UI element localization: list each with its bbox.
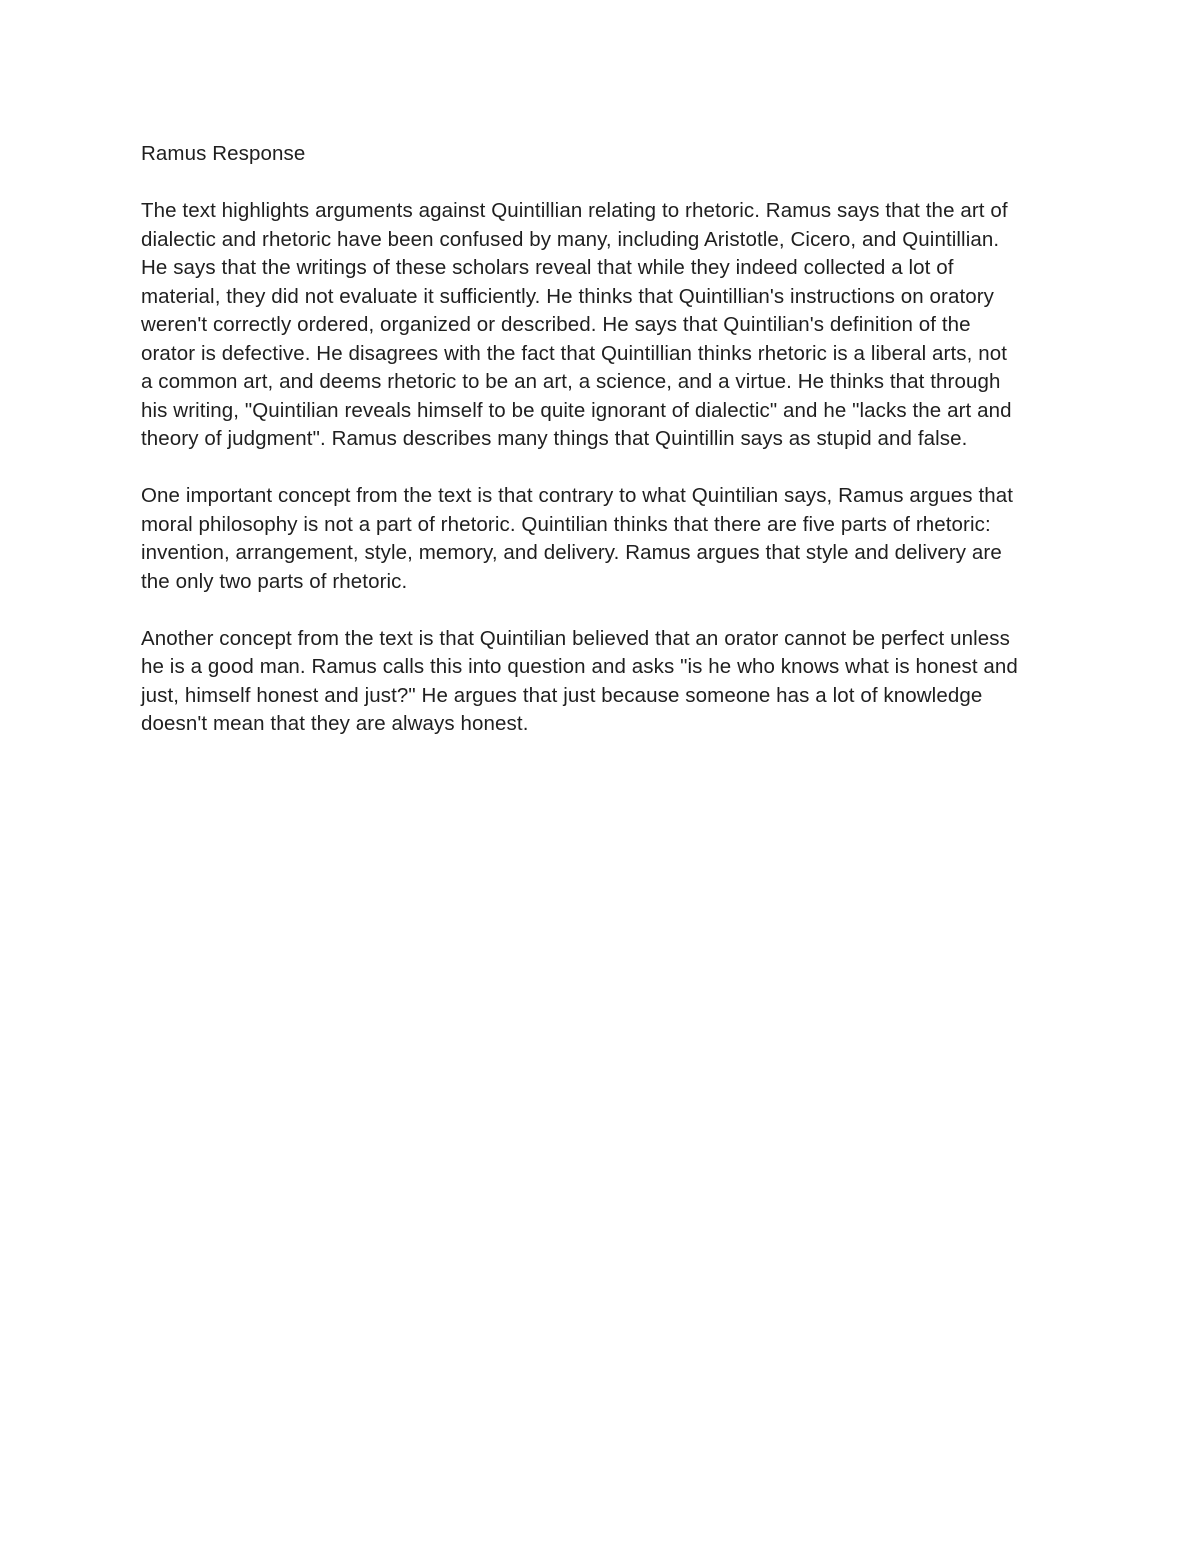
paragraph-line: doesn't mean that they are always honest. (141, 712, 529, 735)
paragraph-line: moral philosophy is not a part of rhetoric. Quintilian thinks that there are five parts of rhetoric: (141, 512, 991, 536)
paragraph-line: One important concept from the text is that contrary to what Quintilian says, Ramus argues that (141, 484, 1014, 507)
paragraph-2 (141, 482, 1071, 596)
paragraph-line: He says that the writings of these scholars reveal that while they indeed collected a lot of (141, 256, 954, 279)
paragraph-line: his writing, "Quintilian reveals himself to be quite ignorant of dialectic" and he "lacks the art and (141, 398, 1012, 422)
paragraph-line: dialectic and rhetoric have been confused by many, including Aristotle, Cicero, and Quintillian. (141, 227, 1000, 251)
paragraph-line: theory of judgment". Ramus describes many things that Quintillin says as stupid and false. (141, 427, 968, 450)
paragraph-line: a common art, and deems rhetoric to be an art, a science, and a virtue. He thinks that through (141, 370, 1001, 393)
paragraph-line: orator is defective. He disagrees with the fact that Quintillian thinks rhetoric is a liberal arts, not (141, 341, 1008, 365)
paragraph-line: the only two parts of rhetoric. (141, 569, 408, 593)
paragraph-line: just, himself honest and just?" He argues that just because someone has a lot of knowledge (141, 683, 983, 707)
paragraph-line: The text highlights arguments against Quintillian relating to rhetoric. Ramus says that the art of (141, 199, 1008, 222)
paragraph-line: weren't correctly ordered, organized or described. He says that Quintilian's definition of the (141, 313, 971, 336)
paragraph-line: material, they did not evaluate it sufficiently. He thinks that Quintillian's instructions on oratory (141, 284, 995, 308)
paragraph-3 (141, 625, 1071, 739)
document-title: Ramus Response (141, 142, 306, 165)
paragraph-line: he is a good man. Ramus calls this into question and asks "is he who knows what is honest and (141, 655, 1018, 678)
paragraph-line: Another concept from the text is that Quintilian believed that an orator cannot be perfect unless (141, 626, 1010, 650)
document-body (141, 140, 1071, 767)
paragraph-line: invention, arrangement, style, memory, and delivery. Ramus argues that style and delivery are (141, 541, 1002, 564)
paragraph-1 (141, 197, 1071, 454)
